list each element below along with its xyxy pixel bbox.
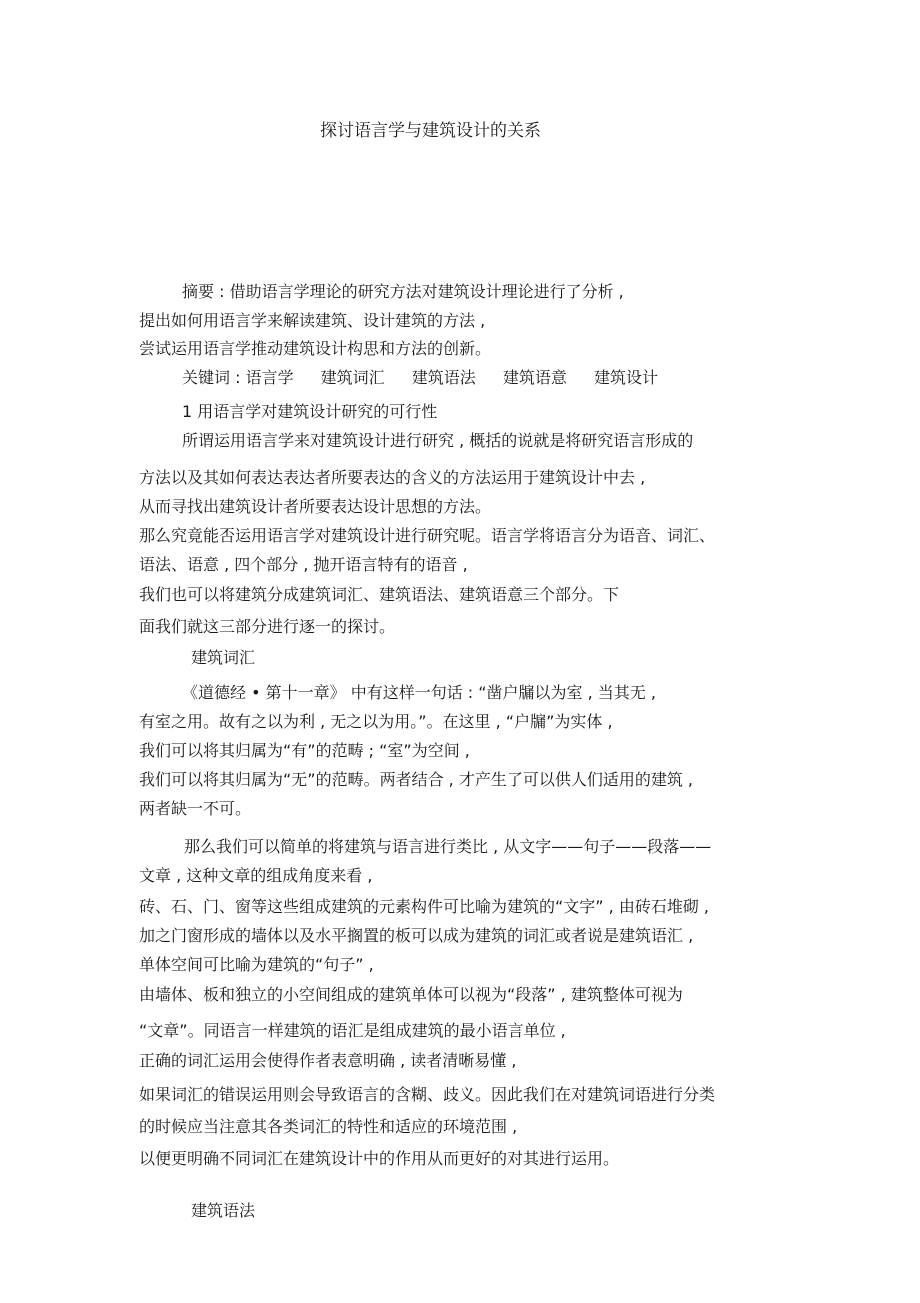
paragraph-line: 方法以及其如何表达表达者所要表达的含义的方法运用于建筑设计中去 , [139, 468, 646, 487]
paragraph-line: 我们可以将其归属为“无”的范畴。两者结合 , 才产生了可以供人们适用的建筑 , [139, 770, 694, 789]
paragraph-line: 的时候应当注意其各类词汇的特性和适应的环境范围 , [139, 1117, 518, 1136]
document-title: 探讨语言学与建筑设计的关系 [320, 121, 541, 141]
paragraph-line: 我们也可以将建筑分成建筑词汇、建筑语法、建筑语意三个部分。下 [139, 585, 620, 604]
abstract-line: 提出如何用语言学来解读建筑、设计建筑的方法 , [139, 311, 486, 330]
paragraph-line: 单体空间可比喻为建筑的“句子” , [139, 955, 374, 974]
keywords-label: 关键词 : 语言学 [182, 368, 294, 387]
keyword-item: 建筑设计 [594, 368, 659, 387]
keyword-item: 建筑词汇 [320, 368, 385, 387]
keyword-item: 建筑语意 [502, 368, 567, 387]
paragraph-line: 语法、语意 , 四个部分 , 抛开语言特有的语音 , [139, 555, 468, 574]
paragraph-line: “文章”。同语言一样建筑的语汇是组成建筑的最小语言单位 , [139, 1021, 566, 1040]
keyword-item: 建筑语法 [411, 368, 476, 387]
paragraph-line: 正确的词汇运用会使得作者表意明确 , 读者清晰易懂 , [139, 1051, 517, 1070]
paragraph-line: 所谓运用语言学来对建筑设计进行研究 , 概括的说就是将研究语言形成的 [182, 431, 694, 450]
paragraph-line: 《道德经 • 第十一章》 中有这样一句话 : “凿户牖以为室 , 当其无 , [182, 683, 656, 702]
paragraph-line: 砖、石、门、窗等这些组成建筑的元素构件可比喻为建筑的“文字” , 由砖石堆砌 , [139, 897, 710, 916]
paragraph-line: 那么究竟能否运用语言学对建筑设计进行研究呢。语言学将语言分为语音、词汇、 [139, 526, 716, 545]
section-heading: 1 用语言学对建筑设计研究的可行性 [182, 402, 438, 421]
paragraph-line: 有室之用。故有之以为利 , 无之以为用。”。在这里 , “户牖”为实体 , [139, 712, 613, 731]
paragraph-line: 那么我们可以简单的将建筑与语言进行类比 , 从文字——句子——段落—— [184, 837, 712, 856]
paragraph-line: 文章 , 这种文章的组成角度来看 , [139, 866, 373, 885]
subsection-heading: 建筑词汇 [191, 648, 256, 667]
paragraph-line: 从而寻找出建筑设计者所要表达设计思想的方法。 [139, 497, 492, 516]
paragraph-line: 如果词汇的错误运用则会导致语言的含糊、歧义。因此我们在对建筑词语进行分类 [139, 1085, 716, 1104]
paragraph-line: 我们可以将其归属为“有”的范畴 ; “室”为空间 , [139, 741, 470, 760]
abstract-line: 摘要 : 借助语言学理论的研究方法对建筑设计理论进行了分析 , [182, 282, 624, 301]
paragraph-line: 两者缺一不可。 [139, 799, 252, 818]
paragraph-line: 面我们就这三部分进行逐一的探讨。 [139, 617, 396, 636]
keywords-line [182, 368, 658, 388]
abstract-line: 尝试运用语言学推动建筑设计构思和方法的创新。 [139, 339, 492, 358]
subsection-heading: 建筑语法 [191, 1201, 256, 1220]
paragraph-line: 加之门窗形成的墙体以及水平搁置的板可以成为建筑的词汇或者说是建筑语汇 , [139, 926, 694, 945]
paragraph-line: 由墙体、板和独立的小空间组成的建筑单体可以视为“段落” , 建筑整体可视为 [139, 985, 683, 1004]
paragraph-line: 以便更明确不同词汇在建筑设计中的作用从而更好的对其进行运用。 [139, 1149, 620, 1168]
